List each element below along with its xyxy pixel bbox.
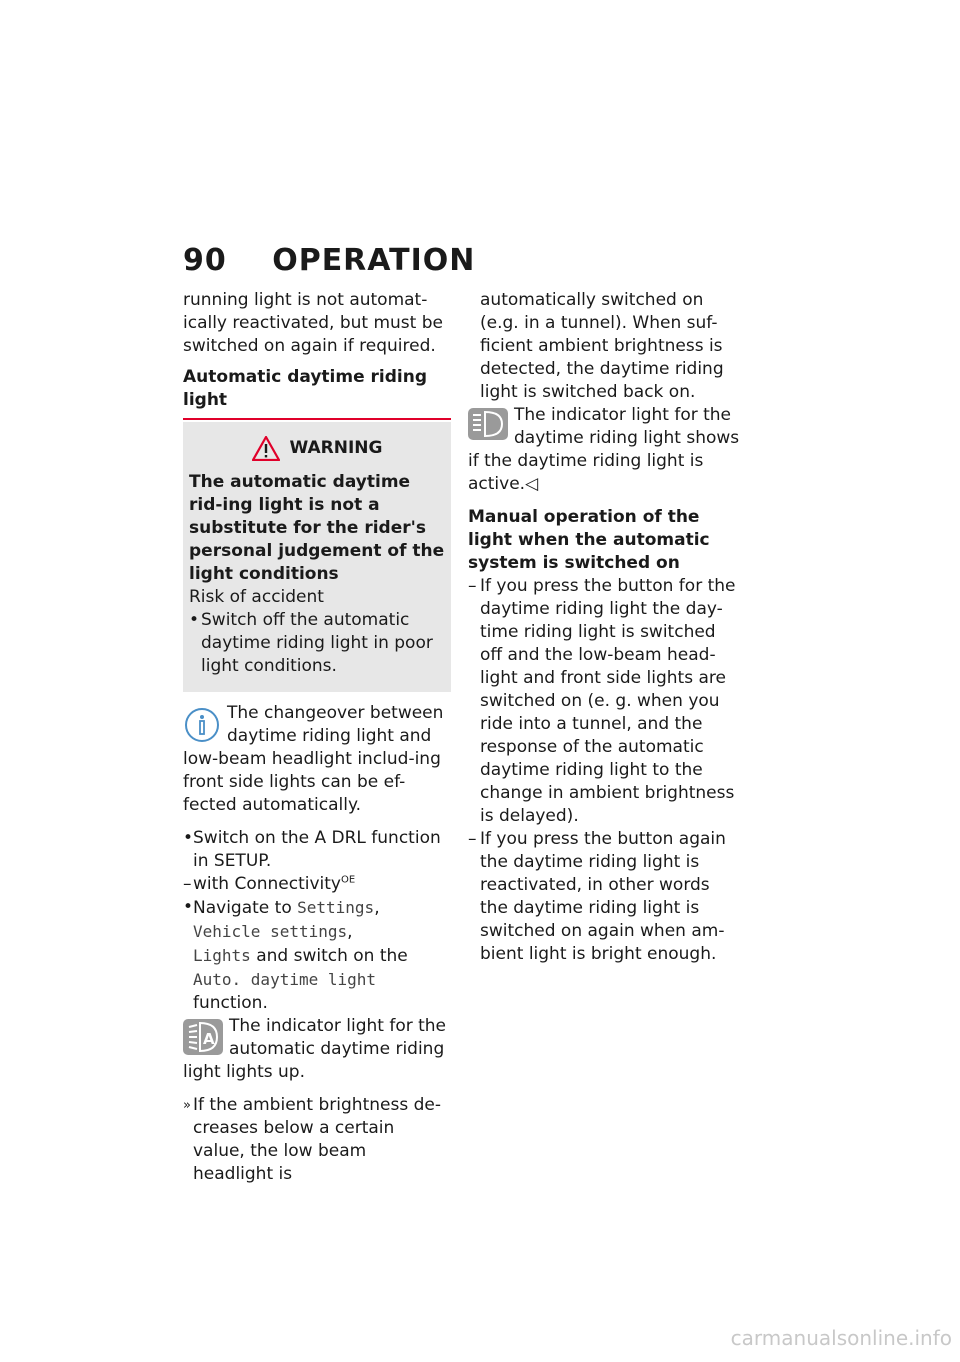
warning-triangle-icon bbox=[252, 436, 280, 461]
subheading: Automatic daytime riding light bbox=[183, 367, 427, 410]
result-text: If the ambient brightness de-creases below a certain value, the low beam headlight is bbox=[193, 1095, 441, 1184]
auto-daytime-riding-light-icon bbox=[183, 1019, 223, 1055]
end-mark: ◁ bbox=[525, 474, 539, 494]
nav-prefix: Navigate to bbox=[193, 898, 298, 918]
step-text-cont: in SETUP. bbox=[193, 851, 272, 871]
warning-risk: Risk of accident bbox=[189, 587, 324, 607]
indicator-text: The indicator light for the automatic daytime riding light lights up. bbox=[183, 1016, 447, 1082]
indicator-paragraph bbox=[468, 404, 740, 496]
dash-mark: – bbox=[183, 874, 192, 894]
svg-text:A: A bbox=[203, 1030, 215, 1048]
indicator-paragraph bbox=[183, 1015, 451, 1084]
result-mark: » bbox=[183, 1098, 191, 1113]
info-text: The changeover between daytime riding light and low-beam headlight includ-ing front side lights can be ef-fected automatically. bbox=[183, 703, 444, 815]
warning-bullet bbox=[189, 609, 445, 678]
info-paragraph bbox=[183, 702, 451, 817]
oe-superscript: OE bbox=[341, 874, 356, 886]
left-column bbox=[183, 289, 451, 1186]
page-number: 90 bbox=[183, 243, 227, 278]
nav-function-text: function. bbox=[193, 993, 268, 1013]
indicator-text: The indicator light for the daytime riding light shows if the daytime riding light is active. bbox=[468, 405, 740, 494]
page-header bbox=[183, 243, 475, 278]
daytime-riding-light-icon bbox=[468, 408, 508, 440]
option-text: with Connectivity bbox=[193, 874, 341, 894]
nav-switch-text: and switch on the bbox=[250, 946, 408, 966]
menu-path-auto-daytime-light: Auto. daytime light bbox=[193, 970, 377, 989]
bullet-mark: • bbox=[183, 828, 194, 848]
warning-box bbox=[183, 422, 451, 692]
right-column bbox=[468, 289, 740, 966]
list-item bbox=[183, 827, 451, 873]
menu-path-settings: Settings bbox=[297, 898, 375, 917]
dash-text: If you press the button again the daytime riding light is reactivated, in other words the daytime riding light is switched on again when am-bient light is bright enough. bbox=[480, 829, 726, 964]
menu-path-lights: Lights bbox=[193, 946, 251, 965]
warning-label: WARNING bbox=[289, 438, 383, 458]
option-line bbox=[183, 873, 451, 896]
dash-text: If you press the button for the daytime riding light the day-time riding light is switched off and the low-beam head-light and front side lights are switched on (e. g. when you ride into a tunnel, and the response of the automatic daytime riding light to the change in ambient brightness is delayed). bbox=[480, 576, 736, 826]
dash-mark: – bbox=[468, 829, 477, 849]
dash-list bbox=[468, 575, 740, 966]
bullet-mark: • bbox=[183, 897, 194, 917]
step-text: Switch on the A DRL function bbox=[193, 828, 441, 848]
subheading-container bbox=[183, 366, 451, 420]
list-item: • Navigate to Settings, Vehicle settings, Lights and switch on the Auto. daytime light function. bbox=[183, 897, 408, 1013]
warning-title: The automatic daytime rid-ing light is not a substitute for the rider's personal judgement of the light conditions bbox=[189, 472, 445, 584]
result-item bbox=[183, 1094, 451, 1186]
continued-paragraph: automatically switched on (e.g. in a tunnel). When suf-ficient ambient brightness is detected, the daytime riding light is switched back on. bbox=[480, 290, 724, 402]
info-icon bbox=[183, 706, 221, 744]
watermark: carmanualsonline.info bbox=[730, 1326, 952, 1350]
warning-bullet-text: Switch off the automatic daytime riding light in poor light conditions. bbox=[201, 610, 433, 676]
section-title: OPERATION bbox=[272, 243, 476, 278]
bullet-mark: • bbox=[189, 610, 200, 630]
warning-header bbox=[189, 436, 445, 461]
paragraph: running light is not automat-ically reactivated, but must be switched on again if required. bbox=[183, 290, 443, 356]
dash-mark: – bbox=[468, 576, 477, 596]
subheading: Manual operation of the light when the automatic system is switched on bbox=[468, 507, 710, 573]
list-item bbox=[468, 575, 740, 828]
menu-path-vehicle-settings: Vehicle settings bbox=[193, 922, 348, 941]
list-item bbox=[468, 828, 740, 966]
